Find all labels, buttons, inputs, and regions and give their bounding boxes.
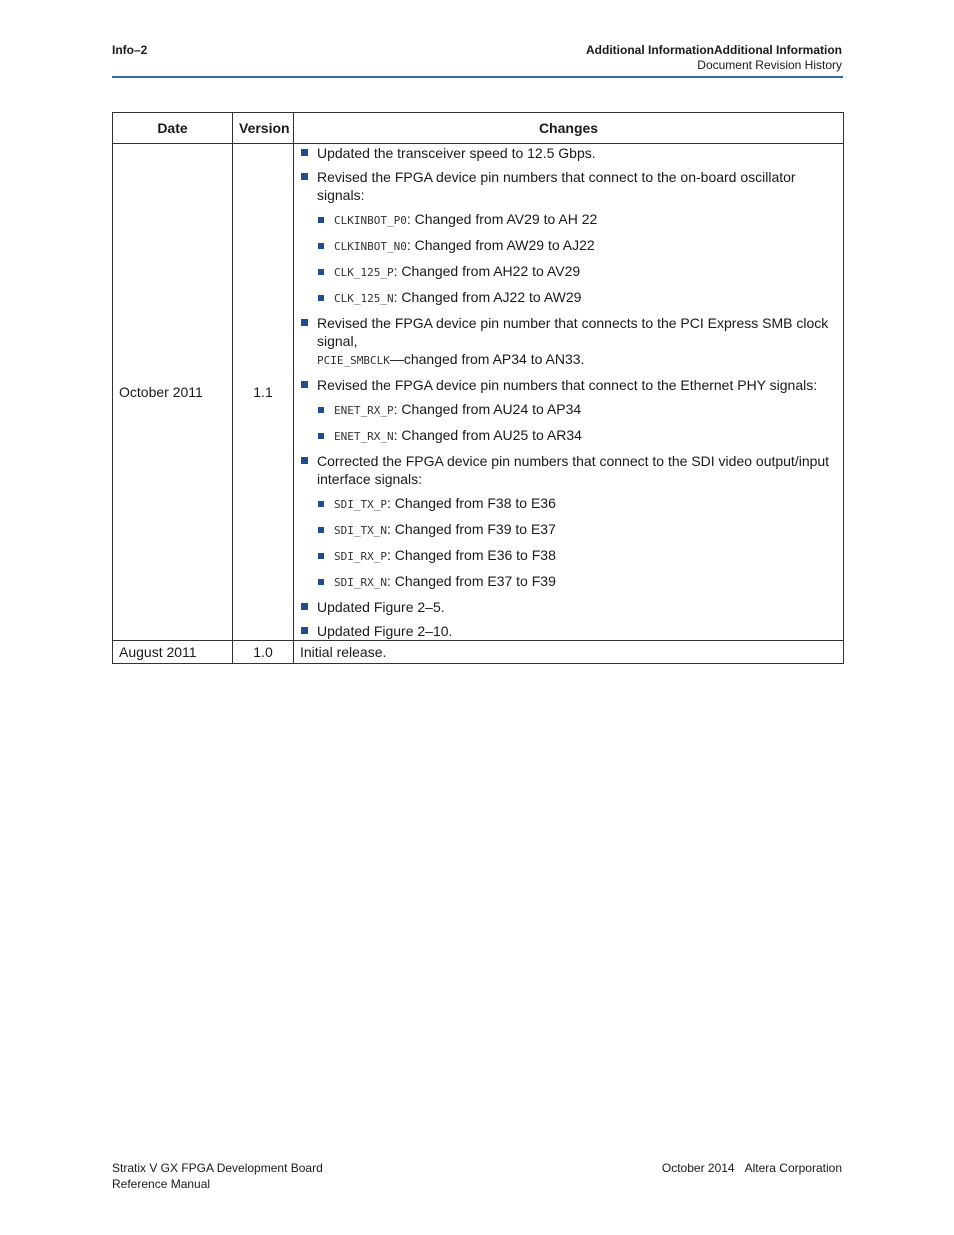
- row-date: August 2011: [113, 641, 233, 664]
- signal-name: SDI_TX_P: [334, 498, 387, 511]
- sub-list-item: CLK_125_N: Changed from AJ22 to AW29: [317, 288, 837, 308]
- column-header-version: Version: [233, 113, 294, 144]
- footer-date-company: [652, 1160, 842, 1176]
- changes-list: [300, 144, 837, 640]
- sub-list: [317, 210, 837, 308]
- square-bullet-icon: [301, 381, 308, 388]
- square-bullet-icon: [301, 627, 308, 634]
- table-row: [113, 641, 844, 664]
- list-item: Updated Figure 2–5.: [300, 598, 837, 616]
- signal-name: PCIE_SMBCLK: [317, 354, 390, 367]
- square-bullet-icon: [301, 149, 308, 156]
- signal-name: SDI_RX_P: [334, 550, 387, 563]
- table-header-row: [113, 113, 844, 144]
- signal-name: ENET_RX_P: [334, 404, 394, 417]
- square-bullet-icon: [318, 579, 324, 585]
- sub-list-item: SDI_TX_P: Changed from F38 to E36: [317, 494, 837, 514]
- signal-name: CLK_125_N: [334, 292, 394, 305]
- sub-list: [317, 400, 837, 446]
- square-bullet-icon: [318, 553, 324, 559]
- sub-list-item: CLKINBOT_N0: Changed from AW29 to AJ22: [317, 236, 837, 256]
- square-bullet-icon: [318, 527, 324, 533]
- sub-list-item: ENET_RX_N: Changed from AU25 to AR34: [317, 426, 837, 446]
- sub-list-item: SDI_RX_P: Changed from E36 to F38: [317, 546, 837, 566]
- sub-list-item: CLKINBOT_P0: Changed from AV29 to AH 22: [317, 210, 837, 230]
- square-bullet-icon: [318, 243, 324, 249]
- sub-list: [317, 494, 837, 592]
- table-row: [113, 144, 844, 641]
- footer-date: October 2014: [661, 1161, 735, 1175]
- sub-list-item: SDI_RX_N: Changed from E37 to F39: [317, 572, 837, 592]
- column-header-date: Date: [113, 113, 233, 144]
- square-bullet-icon: [301, 457, 308, 464]
- row-version: 1.1: [233, 144, 294, 641]
- signal-name: CLKINBOT_N0: [334, 240, 407, 253]
- square-bullet-icon: [318, 501, 324, 507]
- square-bullet-icon: [301, 319, 308, 326]
- sub-list-item: CLK_125_P: Changed from AH22 to AV29: [317, 262, 837, 282]
- square-bullet-icon: [301, 173, 308, 180]
- square-bullet-icon: [318, 433, 324, 439]
- footer-doc-title: Stratix V GX FPGA Development Board Reference Manual: [112, 1161, 323, 1191]
- row-changes: Initial release.: [294, 641, 844, 664]
- sub-list-item: ENET_RX_P: Changed from AU24 to AP34: [317, 400, 837, 420]
- square-bullet-icon: [318, 269, 324, 275]
- list-item: Revised the FPGA device pin numbers that connect to the Ethernet PHY signals: ENET_RX_P: Changed from AU24 to AP34 ENET_RX_N: Changed from AU25 to AR34: [300, 376, 837, 446]
- header-rule: [112, 76, 843, 78]
- column-header-changes: Changes: [294, 113, 844, 144]
- sub-list-item: SDI_TX_N: Changed from F39 to E37: [317, 520, 837, 540]
- row-version: 1.0: [233, 641, 294, 664]
- square-bullet-icon: [318, 407, 324, 413]
- subsection-title: Document Revision History: [697, 58, 842, 72]
- signal-name: CLKINBOT_P0: [334, 214, 407, 227]
- list-item: Corrected the FPGA device pin numbers that connect to the SDI video output/input interface signals: SDI_TX_P: Changed from F38 to E36 SDI_TX_N: Changed from F39 to E37 SDI_RX_P: Changed from E36 to F38 SDI_RX_N: Changed from E37 to F39: [300, 452, 837, 592]
- signal-name: CLK_125_P: [334, 266, 394, 279]
- footer-company: Altera Corporation: [744, 1161, 842, 1175]
- square-bullet-icon: [318, 217, 324, 223]
- square-bullet-icon: [301, 603, 308, 610]
- page-label: Info–2: [112, 43, 148, 57]
- signal-name: SDI_TX_N: [334, 524, 387, 537]
- revision-history-table: [112, 112, 844, 664]
- signal-name: SDI_RX_N: [334, 576, 387, 589]
- list-item: Updated the transceiver speed to 12.5 Gbps.: [300, 144, 837, 162]
- row-changes: [294, 144, 844, 641]
- running-header: [586, 43, 842, 73]
- row-date: October 2011: [113, 144, 233, 641]
- list-item: Revised the FPGA device pin number that connects to the PCI Express SMB clock signal, PCIE_SMBCLK—changed from AP34 to AN33.: [300, 314, 837, 370]
- list-item: Updated Figure 2–10.: [300, 622, 837, 640]
- list-item: Revised the FPGA device pin numbers that connect to the on-board oscillator signals: CLKINBOT_P0: Changed from AV29 to AH 22 CLKINBOT_N0: Changed from AW29 to AJ22 CLK_125_P: Changed from AH22 to AV29 CLK_125_N: Changed from AJ22 to AW29: [300, 168, 837, 308]
- section-title: Additional InformationAdditional Information: [586, 43, 842, 57]
- signal-name: ENET_RX_N: [334, 430, 394, 443]
- square-bullet-icon: [318, 295, 324, 301]
